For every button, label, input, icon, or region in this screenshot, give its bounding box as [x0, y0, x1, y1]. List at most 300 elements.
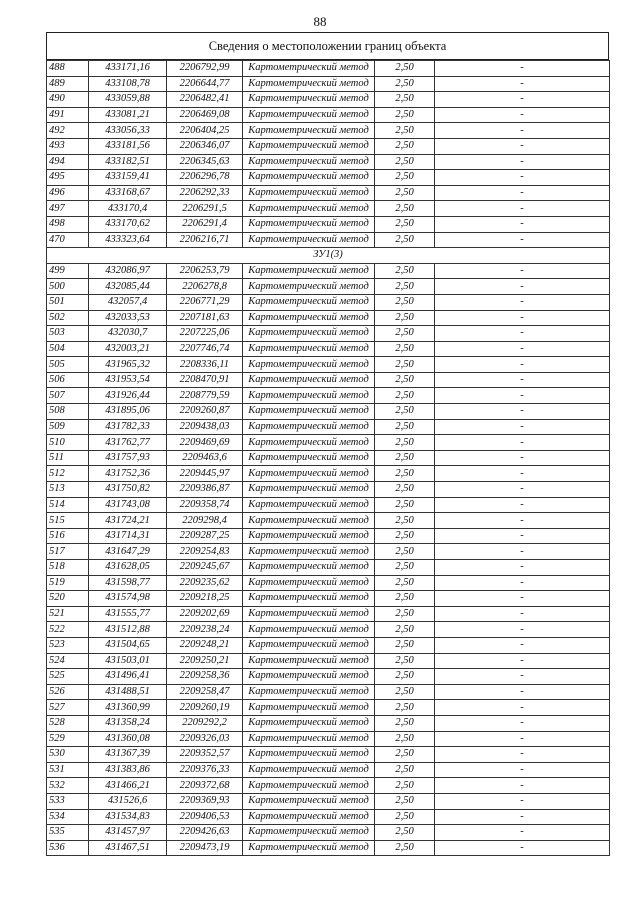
x-coordinate-cell: 433081,21 — [89, 107, 167, 123]
x-coordinate-cell: 431757,93 — [89, 450, 167, 466]
point-number-cell: 529 — [47, 731, 89, 747]
x-coordinate-cell: 433170,4 — [89, 201, 167, 217]
description-cell: - — [435, 840, 610, 856]
table-row — [47, 61, 610, 77]
x-coordinate-cell: 432003,21 — [89, 341, 167, 357]
y-coordinate-cell: 2206291,4 — [167, 216, 243, 232]
y-coordinate-cell: 2206291,5 — [167, 201, 243, 217]
point-number-cell: 508 — [47, 404, 89, 420]
y-coordinate-cell: 2208470,91 — [167, 372, 243, 388]
precision-cell: 2,50 — [375, 107, 435, 123]
table-row — [47, 560, 610, 576]
precision-cell: 2,50 — [375, 435, 435, 451]
y-coordinate-cell: 2207181,63 — [167, 310, 243, 326]
method-cell: Картометрический метод — [243, 840, 375, 856]
method-cell: Картометрический метод — [243, 92, 375, 108]
table-row — [47, 528, 610, 544]
method-cell: Картометрический метод — [243, 528, 375, 544]
x-coordinate-cell: 431647,29 — [89, 544, 167, 560]
x-coordinate-cell: 433108,78 — [89, 76, 167, 92]
y-coordinate-cell: 2209426,63 — [167, 825, 243, 841]
x-coordinate-cell: 433059,88 — [89, 92, 167, 108]
method-cell: Картометрический метод — [243, 372, 375, 388]
point-number-cell: 509 — [47, 419, 89, 435]
precision-cell: 2,50 — [375, 154, 435, 170]
table-header-title: Сведения о местоположении границ объекта — [46, 32, 609, 60]
table-row — [47, 263, 610, 279]
x-coordinate-cell: 431534,83 — [89, 809, 167, 825]
x-coordinate-cell: 431574,98 — [89, 591, 167, 607]
method-cell: Картометрический метод — [243, 185, 375, 201]
table-row — [47, 138, 610, 154]
method-cell: Картометрический метод — [243, 715, 375, 731]
description-cell: - — [435, 482, 610, 498]
y-coordinate-cell: 2209469,69 — [167, 435, 243, 451]
table-row — [47, 232, 610, 248]
section-label: ЗУ1(3) — [47, 248, 610, 264]
y-coordinate-cell: 2209369,93 — [167, 793, 243, 809]
table-row — [47, 388, 610, 404]
point-number-cell: 507 — [47, 388, 89, 404]
precision-cell: 2,50 — [375, 747, 435, 763]
description-cell: - — [435, 591, 610, 607]
coordinates-table — [46, 60, 610, 856]
precision-cell: 2,50 — [375, 404, 435, 420]
point-number-cell: 523 — [47, 637, 89, 653]
y-coordinate-cell: 2206469,08 — [167, 107, 243, 123]
description-cell: - — [435, 216, 610, 232]
description-cell: - — [435, 170, 610, 186]
x-coordinate-cell: 431752,36 — [89, 466, 167, 482]
y-coordinate-cell: 2207225,06 — [167, 326, 243, 342]
precision-cell: 2,50 — [375, 310, 435, 326]
table-row — [47, 357, 610, 373]
point-number-cell: 526 — [47, 684, 89, 700]
table-body-group-1 — [47, 61, 610, 248]
precision-cell: 2,50 — [375, 61, 435, 77]
method-cell: Картометрический метод — [243, 482, 375, 498]
table-row — [47, 76, 610, 92]
y-coordinate-cell: 2209406,53 — [167, 809, 243, 825]
point-number-cell: 528 — [47, 715, 89, 731]
method-cell: Картометрический метод — [243, 76, 375, 92]
x-coordinate-cell: 432057,4 — [89, 294, 167, 310]
description-cell: - — [435, 466, 610, 482]
point-number-cell: 521 — [47, 606, 89, 622]
precision-cell: 2,50 — [375, 637, 435, 653]
description-cell: - — [435, 497, 610, 513]
table-row — [47, 809, 610, 825]
x-coordinate-cell: 431466,21 — [89, 778, 167, 794]
description-cell: - — [435, 107, 610, 123]
description-cell: - — [435, 201, 610, 217]
table-row — [47, 372, 610, 388]
point-number-cell: 494 — [47, 154, 89, 170]
y-coordinate-cell: 2206346,07 — [167, 138, 243, 154]
table-row — [47, 825, 610, 841]
description-cell: - — [435, 76, 610, 92]
description-cell: - — [435, 684, 610, 700]
method-cell: Картометрический метод — [243, 419, 375, 435]
x-coordinate-cell: 431503,01 — [89, 653, 167, 669]
y-coordinate-cell: 2209287,25 — [167, 528, 243, 544]
table-row — [47, 762, 610, 778]
point-number-cell: 536 — [47, 840, 89, 856]
x-coordinate-cell: 431724,21 — [89, 513, 167, 529]
table-row — [47, 216, 610, 232]
method-cell: Картометрический метод — [243, 778, 375, 794]
precision-cell: 2,50 — [375, 92, 435, 108]
x-coordinate-cell: 431526,6 — [89, 793, 167, 809]
x-coordinate-cell: 431598,77 — [89, 575, 167, 591]
x-coordinate-cell: 433159,41 — [89, 170, 167, 186]
table-row — [47, 715, 610, 731]
description-cell: - — [435, 341, 610, 357]
x-coordinate-cell: 433056,33 — [89, 123, 167, 139]
point-number-cell: 493 — [47, 138, 89, 154]
table-row — [47, 201, 610, 217]
x-coordinate-cell: 431383,86 — [89, 762, 167, 778]
y-coordinate-cell: 2206771,29 — [167, 294, 243, 310]
method-cell: Картометрический метод — [243, 404, 375, 420]
x-coordinate-cell: 431358,24 — [89, 715, 167, 731]
method-cell: Картометрический метод — [243, 606, 375, 622]
method-cell: Картометрический метод — [243, 747, 375, 763]
table-row — [47, 731, 610, 747]
y-coordinate-cell: 2209235,62 — [167, 575, 243, 591]
method-cell: Картометрический метод — [243, 591, 375, 607]
table-row — [47, 92, 610, 108]
precision-cell: 2,50 — [375, 419, 435, 435]
point-number-cell: 533 — [47, 793, 89, 809]
method-cell: Картометрический метод — [243, 809, 375, 825]
method-cell: Картометрический метод — [243, 575, 375, 591]
point-number-cell: 470 — [47, 232, 89, 248]
point-number-cell: 502 — [47, 310, 89, 326]
table-row — [47, 450, 610, 466]
method-cell: Картометрический метод — [243, 544, 375, 560]
y-coordinate-cell: 2209463,6 — [167, 450, 243, 466]
y-coordinate-cell: 2206278,8 — [167, 279, 243, 295]
y-coordinate-cell: 2206644,77 — [167, 76, 243, 92]
precision-cell: 2,50 — [375, 778, 435, 794]
table-row — [47, 419, 610, 435]
method-cell: Картометрический метод — [243, 170, 375, 186]
x-coordinate-cell: 432030,7 — [89, 326, 167, 342]
table-row — [47, 513, 610, 529]
precision-cell: 2,50 — [375, 388, 435, 404]
precision-cell: 2,50 — [375, 138, 435, 154]
x-coordinate-cell: 433323,64 — [89, 232, 167, 248]
point-number-cell: 491 — [47, 107, 89, 123]
y-coordinate-cell: 2206482,41 — [167, 92, 243, 108]
table-row — [47, 793, 610, 809]
description-cell: - — [435, 653, 610, 669]
precision-cell: 2,50 — [375, 450, 435, 466]
method-cell: Картометрический метод — [243, 560, 375, 576]
x-coordinate-cell: 431953,54 — [89, 372, 167, 388]
precision-cell: 2,50 — [375, 372, 435, 388]
x-coordinate-cell: 431488,51 — [89, 684, 167, 700]
point-number-cell: 506 — [47, 372, 89, 388]
table-row — [47, 482, 610, 498]
method-cell: Картометрический метод — [243, 279, 375, 295]
table-row — [47, 497, 610, 513]
y-coordinate-cell: 2208336,11 — [167, 357, 243, 373]
description-cell: - — [435, 372, 610, 388]
table-row — [47, 123, 610, 139]
precision-cell: 2,50 — [375, 497, 435, 513]
x-coordinate-cell: 432085,44 — [89, 279, 167, 295]
x-coordinate-cell: 431750,82 — [89, 482, 167, 498]
method-cell: Картометрический метод — [243, 107, 375, 123]
point-number-cell: 510 — [47, 435, 89, 451]
table-row — [47, 591, 610, 607]
description-cell: - — [435, 450, 610, 466]
table-row — [47, 341, 610, 357]
precision-cell: 2,50 — [375, 513, 435, 529]
y-coordinate-cell: 2209258,36 — [167, 669, 243, 685]
table-body-group-2 — [47, 263, 610, 856]
y-coordinate-cell: 2209260,19 — [167, 700, 243, 716]
precision-cell: 2,50 — [375, 170, 435, 186]
x-coordinate-cell: 431367,39 — [89, 747, 167, 763]
point-number-cell: 519 — [47, 575, 89, 591]
table-row — [47, 279, 610, 295]
method-cell: Картометрический метод — [243, 762, 375, 778]
point-number-cell: 522 — [47, 622, 89, 638]
point-number-cell: 492 — [47, 123, 89, 139]
table-row — [47, 185, 610, 201]
description-cell: - — [435, 700, 610, 716]
point-number-cell: 505 — [47, 357, 89, 373]
table-row — [47, 294, 610, 310]
precision-cell: 2,50 — [375, 76, 435, 92]
description-cell: - — [435, 185, 610, 201]
precision-cell: 2,50 — [375, 528, 435, 544]
point-number-cell: 499 — [47, 263, 89, 279]
precision-cell: 2,50 — [375, 715, 435, 731]
y-coordinate-cell: 2209292,2 — [167, 715, 243, 731]
precision-cell: 2,50 — [375, 840, 435, 856]
point-number-cell: 517 — [47, 544, 89, 560]
description-cell: - — [435, 419, 610, 435]
method-cell: Картометрический метод — [243, 341, 375, 357]
description-cell: - — [435, 778, 610, 794]
y-coordinate-cell: 2206345,63 — [167, 154, 243, 170]
point-number-cell: 490 — [47, 92, 89, 108]
point-number-cell: 520 — [47, 591, 89, 607]
point-number-cell: 534 — [47, 809, 89, 825]
point-number-cell: 497 — [47, 201, 89, 217]
method-cell: Картометрический метод — [243, 684, 375, 700]
table-row — [47, 778, 610, 794]
description-cell: - — [435, 279, 610, 295]
precision-cell: 2,50 — [375, 216, 435, 232]
precision-cell: 2,50 — [375, 263, 435, 279]
method-cell: Картометрический метод — [243, 154, 375, 170]
point-number-cell: 535 — [47, 825, 89, 841]
x-coordinate-cell: 433170,62 — [89, 216, 167, 232]
x-coordinate-cell: 431496,41 — [89, 669, 167, 685]
method-cell: Картометрический метод — [243, 700, 375, 716]
method-cell: Картометрический метод — [243, 793, 375, 809]
method-cell: Картометрический метод — [243, 669, 375, 685]
description-cell: - — [435, 123, 610, 139]
page-number: 88 — [313, 14, 327, 29]
table-row — [47, 637, 610, 653]
y-coordinate-cell: 2209260,87 — [167, 404, 243, 420]
point-number-cell: 511 — [47, 450, 89, 466]
x-coordinate-cell: 431457,97 — [89, 825, 167, 841]
x-coordinate-cell: 431714,31 — [89, 528, 167, 544]
method-cell: Картометрический метод — [243, 622, 375, 638]
y-coordinate-cell: 2209245,67 — [167, 560, 243, 576]
description-cell: - — [435, 747, 610, 763]
x-coordinate-cell: 432033,53 — [89, 310, 167, 326]
description-cell: - — [435, 61, 610, 77]
x-coordinate-cell: 431895,06 — [89, 404, 167, 420]
y-coordinate-cell: 2209386,87 — [167, 482, 243, 498]
x-coordinate-cell: 431926,44 — [89, 388, 167, 404]
method-cell: Картометрический метод — [243, 232, 375, 248]
point-number-cell: 488 — [47, 61, 89, 77]
section-row — [47, 248, 610, 264]
precision-cell: 2,50 — [375, 123, 435, 139]
table-row — [47, 154, 610, 170]
description-cell: - — [435, 294, 610, 310]
x-coordinate-cell: 433182,51 — [89, 154, 167, 170]
table-row — [47, 684, 610, 700]
method-cell: Картометрический метод — [243, 263, 375, 279]
y-coordinate-cell: 2209218,25 — [167, 591, 243, 607]
y-coordinate-cell: 2209352,57 — [167, 747, 243, 763]
description-cell: - — [435, 793, 610, 809]
precision-cell: 2,50 — [375, 700, 435, 716]
y-coordinate-cell: 2209473,19 — [167, 840, 243, 856]
method-cell: Картометрический метод — [243, 216, 375, 232]
y-coordinate-cell: 2209250,21 — [167, 653, 243, 669]
method-cell: Картометрический метод — [243, 138, 375, 154]
description-cell: - — [435, 154, 610, 170]
precision-cell: 2,50 — [375, 294, 435, 310]
x-coordinate-cell: 431782,33 — [89, 419, 167, 435]
x-coordinate-cell: 431762,77 — [89, 435, 167, 451]
y-coordinate-cell: 2209248,21 — [167, 637, 243, 653]
point-number-cell: 501 — [47, 294, 89, 310]
description-cell: - — [435, 232, 610, 248]
description-cell: - — [435, 513, 610, 529]
precision-cell: 2,50 — [375, 466, 435, 482]
point-number-cell: 500 — [47, 279, 89, 295]
x-coordinate-cell: 433171,16 — [89, 61, 167, 77]
precision-cell: 2,50 — [375, 653, 435, 669]
point-number-cell: 512 — [47, 466, 89, 482]
precision-cell: 2,50 — [375, 544, 435, 560]
y-coordinate-cell: 2206404,25 — [167, 123, 243, 139]
method-cell: Картометрический метод — [243, 450, 375, 466]
x-coordinate-cell: 432086,97 — [89, 263, 167, 279]
precision-cell: 2,50 — [375, 575, 435, 591]
table-row — [47, 606, 610, 622]
point-number-cell: 495 — [47, 170, 89, 186]
x-coordinate-cell: 433168,67 — [89, 185, 167, 201]
table-row — [47, 326, 610, 342]
x-coordinate-cell: 431504,65 — [89, 637, 167, 653]
precision-cell: 2,50 — [375, 185, 435, 201]
precision-cell: 2,50 — [375, 279, 435, 295]
description-cell: - — [435, 92, 610, 108]
description-cell: - — [435, 138, 610, 154]
precision-cell: 2,50 — [375, 669, 435, 685]
point-number-cell: 504 — [47, 341, 89, 357]
y-coordinate-cell: 2209258,47 — [167, 684, 243, 700]
method-cell: Картометрический метод — [243, 326, 375, 342]
precision-cell: 2,50 — [375, 793, 435, 809]
description-cell: - — [435, 560, 610, 576]
y-coordinate-cell: 2209376,33 — [167, 762, 243, 778]
x-coordinate-cell: 431743,08 — [89, 497, 167, 513]
y-coordinate-cell: 2209445,97 — [167, 466, 243, 482]
method-cell: Картометрический метод — [243, 825, 375, 841]
method-cell: Картометрический метод — [243, 731, 375, 747]
description-cell: - — [435, 404, 610, 420]
x-coordinate-cell: 431360,08 — [89, 731, 167, 747]
point-number-cell: 503 — [47, 326, 89, 342]
y-coordinate-cell: 2206296,78 — [167, 170, 243, 186]
method-cell: Картометрический метод — [243, 357, 375, 373]
y-coordinate-cell: 2209372,68 — [167, 778, 243, 794]
table-row — [47, 404, 610, 420]
x-coordinate-cell: 431965,32 — [89, 357, 167, 373]
x-coordinate-cell: 431360,99 — [89, 700, 167, 716]
x-coordinate-cell: 433181,56 — [89, 138, 167, 154]
description-cell: - — [435, 622, 610, 638]
description-cell: - — [435, 326, 610, 342]
x-coordinate-cell: 431512,88 — [89, 622, 167, 638]
x-coordinate-cell: 431628,05 — [89, 560, 167, 576]
precision-cell: 2,50 — [375, 731, 435, 747]
description-cell: - — [435, 263, 610, 279]
description-cell: - — [435, 388, 610, 404]
point-number-cell: 513 — [47, 482, 89, 498]
x-coordinate-cell: 431555,77 — [89, 606, 167, 622]
table-row — [47, 653, 610, 669]
point-number-cell: 498 — [47, 216, 89, 232]
y-coordinate-cell: 2209326,03 — [167, 731, 243, 747]
description-cell: - — [435, 715, 610, 731]
point-number-cell: 525 — [47, 669, 89, 685]
point-number-cell: 516 — [47, 528, 89, 544]
precision-cell: 2,50 — [375, 341, 435, 357]
method-cell: Картометрический метод — [243, 435, 375, 451]
precision-cell: 2,50 — [375, 684, 435, 700]
point-number-cell: 527 — [47, 700, 89, 716]
method-cell: Картометрический метод — [243, 466, 375, 482]
y-coordinate-cell: 2207746,74 — [167, 341, 243, 357]
table-row — [47, 107, 610, 123]
description-cell: - — [435, 357, 610, 373]
point-number-cell: 489 — [47, 76, 89, 92]
table-row — [47, 435, 610, 451]
y-coordinate-cell: 2208779,59 — [167, 388, 243, 404]
point-number-cell: 518 — [47, 560, 89, 576]
table-row — [47, 575, 610, 591]
precision-cell: 2,50 — [375, 606, 435, 622]
table-row — [47, 466, 610, 482]
x-coordinate-cell: 431467,51 — [89, 840, 167, 856]
section-separator — [47, 248, 610, 264]
